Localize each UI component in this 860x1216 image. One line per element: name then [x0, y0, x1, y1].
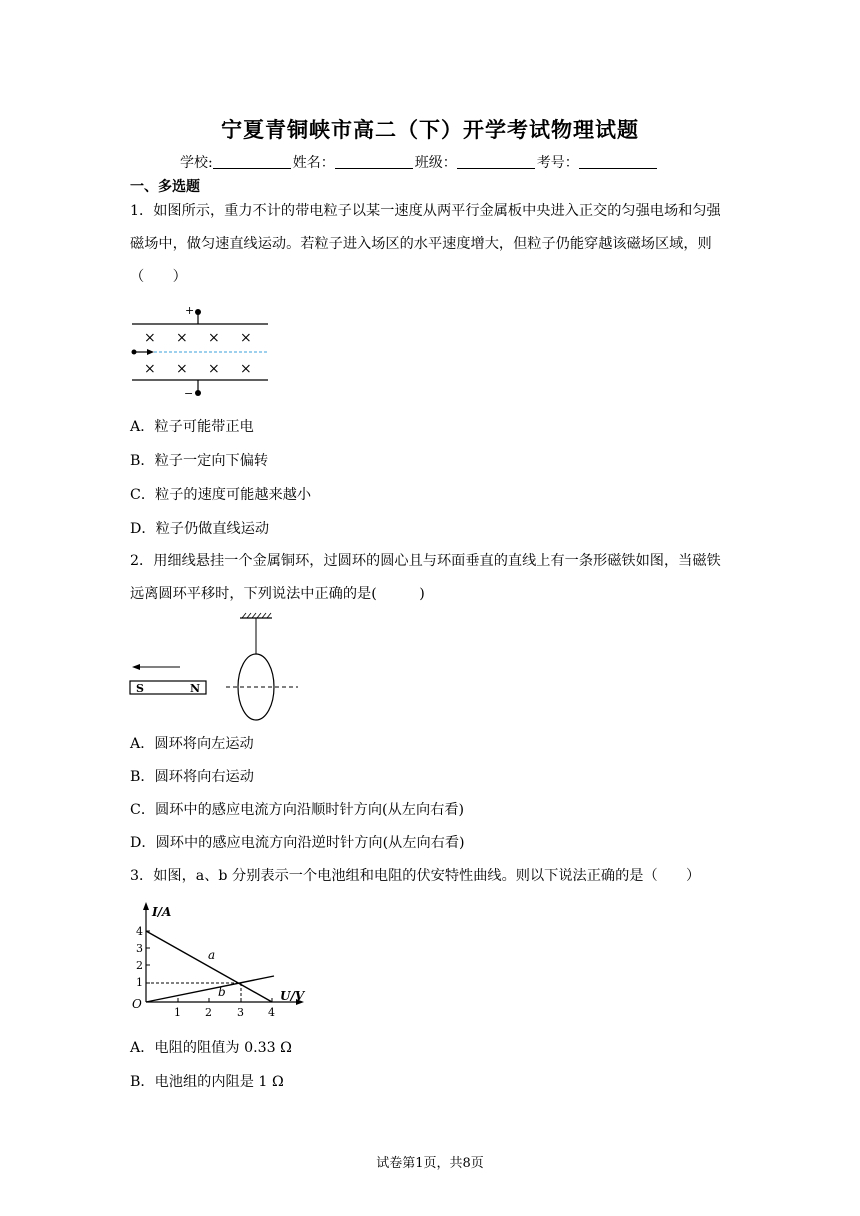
line-a — [146, 931, 272, 1002]
question-2-option-a[interactable]: A．圆环将向左运动 — [130, 736, 254, 752]
field-mark: × — [208, 330, 220, 346]
question-1-option-c[interactable]: C．粒子的速度可能越来越小 — [130, 487, 312, 503]
minus-sign: − — [184, 387, 194, 400]
page-title: 宁夏青铜峡市高二（下）开学考试物理试题 — [221, 118, 639, 142]
page-footer: 试卷第1页，共8页 — [376, 1156, 484, 1171]
arrow-right-icon — [147, 349, 154, 355]
class-label: 班级： — [414, 155, 457, 171]
x-tick-label: 4 — [268, 1006, 275, 1019]
question-2-option-c[interactable]: C．圆环中的感应电流方向沿顺时针方向(从左向右看) — [130, 802, 465, 818]
magnet-north-label: N — [190, 682, 201, 695]
x-axis-label: U/V — [280, 989, 305, 1003]
field-mark: × — [240, 361, 252, 377]
y-tick-label: 1 — [136, 976, 143, 989]
question-1-option-b[interactable]: B．粒子一定向下偏转 — [130, 453, 269, 469]
field-mark: × — [144, 330, 156, 346]
field-mark: × — [208, 361, 220, 377]
question-1-figure — [128, 302, 278, 402]
negative-terminal — [195, 390, 201, 396]
positive-terminal — [195, 309, 201, 315]
line-a-label: a — [208, 948, 216, 962]
name-blank[interactable] — [335, 155, 413, 169]
field-mark: × — [144, 361, 156, 377]
field-mark: × — [240, 330, 252, 346]
question-2-text: 2．用细线悬挂一个金属铜环，过圆环的圆心且与环面垂直的直线上有一条形磁铁如图，当磁铁远离圆环平移时，下列说法中正确的是( ) — [130, 553, 721, 602]
y-tick-label: 4 — [136, 925, 143, 938]
question-3-option-a[interactable]: A．电阻的阻值为 0.33 Ω — [130, 1040, 292, 1056]
student-info-line — [180, 152, 659, 172]
question-1-option-d[interactable]: D．粒子仍做直线运动 — [130, 521, 270, 537]
plus-sign: + — [185, 304, 195, 317]
x-tick-label: 1 — [174, 1006, 181, 1019]
question-1-option-a[interactable]: A．粒子可能带正电 — [130, 419, 254, 435]
question-2-figure — [128, 610, 308, 725]
y-tick-label: 3 — [136, 942, 143, 955]
y-tick-label: 2 — [136, 959, 143, 972]
field-mark: × — [176, 361, 188, 377]
origin-label: O — [132, 997, 142, 1011]
school-blank[interactable] — [213, 155, 291, 169]
magnet-south-label: S — [136, 682, 144, 695]
school-label: 学校: — [180, 155, 213, 171]
line-b-label: b — [218, 985, 226, 999]
name-label: 姓名： — [292, 155, 335, 171]
arrow-up-icon — [143, 902, 149, 910]
number-label: 考号： — [536, 155, 579, 171]
x-tick-label: 2 — [205, 1006, 212, 1019]
question-1-text: 1．如图所示，重力不计的带电粒子以某一速度从两平行金属板中央进入正交的匀强电场和匀强磁场中，做匀速直线运动。若粒子进入场区的水平速度增大，但粒子仍能穿越该磁场区域，则（ ） — [130, 203, 721, 285]
arrow-left-icon — [132, 664, 140, 670]
x-tick-label: 3 — [237, 1006, 244, 1019]
y-axis-label: I/A — [152, 905, 172, 919]
question-2-option-b[interactable]: B．圆环将向右运动 — [130, 769, 254, 785]
question-3-figure — [128, 896, 308, 1020]
line-b — [146, 976, 274, 1002]
class-blank[interactable] — [457, 155, 535, 169]
question-3-text: 3．如图，a、b 分别表示一个电池组和电阻的伏安特性曲线。则以下说法正确的是（ ） — [130, 868, 701, 884]
section-heading: 一、多选题 — [130, 179, 200, 195]
question-2-option-d[interactable]: D．圆环中的感应电流方向沿逆时针方向(从左向右看) — [130, 835, 465, 851]
field-mark: × — [176, 330, 188, 346]
question-3-option-b[interactable]: B．电池组的内阻是 1 Ω — [130, 1074, 284, 1090]
number-blank[interactable] — [579, 155, 657, 169]
